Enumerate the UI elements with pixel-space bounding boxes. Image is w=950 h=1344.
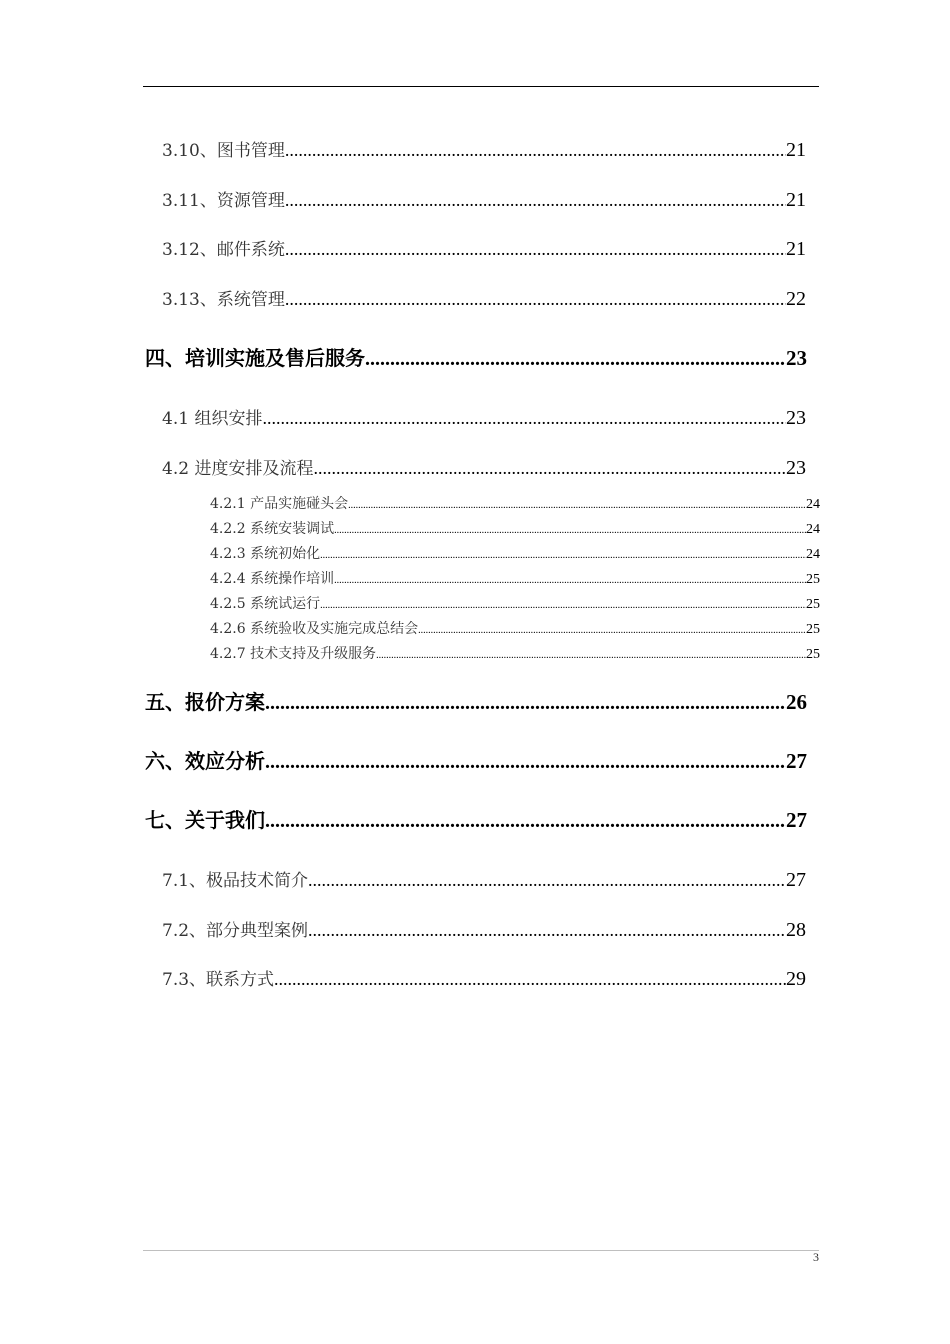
dot-leader xyxy=(376,646,806,664)
toc-entry-4-2-5[interactable] xyxy=(210,594,820,614)
toc-entry-page: 25 xyxy=(806,622,820,637)
toc-entry-label: 3.11、资源管理 xyxy=(162,191,285,211)
dot-leader xyxy=(320,546,806,564)
toc-entry-4-1[interactable] xyxy=(162,405,806,431)
toc-entry-page: 23 xyxy=(786,457,806,479)
toc-entry-3-12[interactable] xyxy=(162,236,806,262)
toc-entry-label: 3.10、图书管理 xyxy=(162,141,285,161)
toc-chapter-page: 23 xyxy=(786,346,807,370)
dot-leader xyxy=(285,286,786,312)
toc-entry-page: 24 xyxy=(806,547,820,562)
toc-entry-4-2-2[interactable] xyxy=(210,519,820,539)
toc-chapter-7[interactable] xyxy=(145,805,807,835)
toc-entry-7-3[interactable] xyxy=(162,966,806,992)
toc-chapter-4[interactable] xyxy=(145,343,807,373)
toc-entry-page: 25 xyxy=(806,597,820,612)
dot-leader xyxy=(285,236,786,262)
toc-entry-page: 28 xyxy=(786,919,806,941)
toc-entry-7-1[interactable] xyxy=(162,867,806,893)
toc-entry-label: 4.2 进度安排及流程 xyxy=(162,459,314,479)
dot-leader xyxy=(265,747,786,776)
toc-chapter-6[interactable] xyxy=(145,746,807,776)
toc-entry-page: 24 xyxy=(806,522,820,537)
toc-entry-label: 4.2.1 产品实施碰头会 xyxy=(210,496,349,512)
toc-entry-3-11[interactable] xyxy=(162,187,806,213)
toc-entry-4-2-6[interactable] xyxy=(210,619,820,639)
toc-chapter-label: 四、培训实施及售后服务 xyxy=(145,346,365,370)
toc-entry-label: 4.2.4 系统操作培训 xyxy=(210,571,335,587)
dot-leader xyxy=(334,571,806,589)
toc-chapter-label: 六、效应分析 xyxy=(145,749,265,773)
toc-entry-4-2-3[interactable] xyxy=(210,544,820,564)
dot-leader xyxy=(262,405,786,431)
dot-leader xyxy=(274,966,786,992)
toc-entry-page: 21 xyxy=(786,189,806,211)
toc-entry-page: 25 xyxy=(806,647,820,662)
dot-leader xyxy=(285,187,786,213)
toc-entry-label: 3.12、邮件系统 xyxy=(162,240,285,260)
dot-leader xyxy=(320,596,806,614)
toc-entry-label: 7.1、极品技术简介 xyxy=(162,871,309,891)
toc-entry-4-2[interactable] xyxy=(162,455,806,481)
toc-entry-page: 22 xyxy=(786,288,806,310)
dot-leader xyxy=(334,521,806,539)
toc-entry-4-2-1[interactable] xyxy=(210,494,820,514)
toc-entry-page: 21 xyxy=(786,139,806,161)
toc-chapter-page: 26 xyxy=(786,690,807,714)
toc-entry-label: 3.13、系统管理 xyxy=(162,290,285,310)
toc-entry-page: 29 xyxy=(786,968,806,990)
toc-entry-label: 4.2.6 系统验收及实施完成总结会 xyxy=(210,621,419,637)
dot-leader xyxy=(265,688,786,717)
toc-entry-label: 4.1 组织安排 xyxy=(162,409,263,429)
dot-leader xyxy=(265,806,786,835)
toc-entry-7-2[interactable] xyxy=(162,917,806,943)
toc-entry-page: 27 xyxy=(786,869,806,891)
toc-entry-label: 4.2.3 系统初始化 xyxy=(210,546,321,562)
toc-chapter-label: 五、报价方案 xyxy=(145,690,265,714)
dot-leader xyxy=(285,137,786,163)
toc-entry-4-2-7[interactable] xyxy=(210,644,820,664)
dot-leader xyxy=(313,455,786,481)
footer-rule xyxy=(143,1250,819,1251)
toc-entry-label: 4.2.2 系统安装调试 xyxy=(210,521,335,537)
toc-chapter-5[interactable] xyxy=(145,687,807,717)
dot-leader xyxy=(308,867,786,893)
toc-entry-label: 7.2、部分典型案例 xyxy=(162,921,309,941)
toc-chapter-label: 七、关于我们 xyxy=(145,808,265,832)
dot-leader xyxy=(348,496,806,514)
toc-entry-page: 23 xyxy=(786,407,806,429)
toc-entry-page: 24 xyxy=(806,497,820,512)
dot-leader xyxy=(418,621,806,639)
toc-entry-label: 7.3、联系方式 xyxy=(162,970,275,990)
toc-entry-4-2-4[interactable] xyxy=(210,569,820,589)
dot-leader xyxy=(308,917,786,943)
toc-entry-3-13[interactable] xyxy=(162,286,806,312)
dot-leader xyxy=(365,344,786,373)
toc-entry-3-10[interactable] xyxy=(162,137,806,163)
page-number: 3 xyxy=(813,1250,819,1264)
toc-chapter-page: 27 xyxy=(786,749,807,773)
toc-entry-page: 21 xyxy=(786,238,806,260)
toc-entry-label: 4.2.5 系统试运行 xyxy=(210,596,321,612)
toc-entry-label: 4.2.7 技术支持及升级服务 xyxy=(210,646,377,662)
toc-chapter-page: 27 xyxy=(786,808,807,832)
toc-entry-page: 25 xyxy=(806,572,820,587)
